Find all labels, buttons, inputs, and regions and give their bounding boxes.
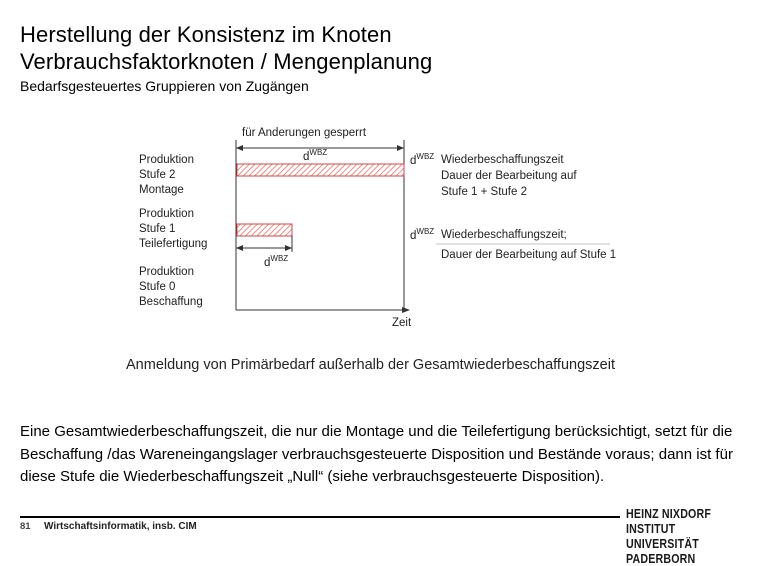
- body-paragraph: Eine Gesamtwiederbeschaffungszeit, die nur die Montage und die Teilefertigung berücksichtigt, setzt für die Beschaffung /das Wareneingangslager verbrauchsgesteuerte Disposition und Bestände voraus; dann ist für diese Stufe die Wiederbeschaffungszeit „Null“ (siehe verbrauchsgesteuerte Disposition).: [20, 423, 733, 485]
- d-wbz-low: $d^{WBZ}$: [264, 254, 289, 269]
- slide-subtitle: Bedarfsgesteuertes Gruppieren von Zugängen: [20, 78, 309, 94]
- svg-text:Stufe 1: Stufe 1: [139, 223, 176, 235]
- lower-arrow-left-head: [236, 245, 243, 251]
- logo-line1: HEINZ NIXDORF INSTITUT: [626, 506, 712, 536]
- svg-text:Dauer der Bearbeitung auf: Dauer der Bearbeitung auf: [441, 170, 577, 182]
- logo-line2: UNIVERSITÄT PADERBORN: [626, 536, 699, 566]
- page-number: 81: [20, 521, 31, 532]
- bar-stufe-1: [237, 224, 292, 236]
- row-label-stufe-0: [139, 266, 203, 308]
- diagram-caption: Anmeldung von Primärbedarf außerhalb der Gesamtwiederbeschaffungszeit: [126, 357, 615, 373]
- d-wbz-main: $d^{WBZ}$: [303, 148, 328, 163]
- row-label-stufe-1: [139, 208, 207, 250]
- svg-text:Teilefertigung: Teilefertigung: [139, 238, 208, 250]
- slide-title-line1: Herstellung der Konsistenz im Knoten: [20, 22, 392, 47]
- svg-text:Stufe 0: Stufe 0: [139, 281, 176, 293]
- d-wbz-top-right: $d^{WBZ}$: [410, 152, 435, 167]
- slide-title-line2: Verbrauchsfaktorknoten / Mengenplanung: [20, 49, 433, 74]
- note-top: [441, 154, 577, 198]
- locked-period-arrow-left-head: [236, 145, 243, 151]
- time-axis-label: Zeit: [392, 317, 412, 329]
- note-mid: [441, 229, 616, 261]
- institute-logo: [626, 506, 741, 566]
- svg-text:Stufe 1 + Stufe 2: Stufe 1 + Stufe 2: [441, 186, 527, 198]
- svg-text:Produktion: Produktion: [139, 208, 194, 220]
- locked-period-arrow-right-head: [397, 145, 404, 151]
- lower-arrow-right-head: [285, 245, 292, 251]
- footer-label: Wirtschaftsinformatik, insb. CIM: [44, 521, 197, 532]
- locked-period-label: für Anderungen gesperrt: [242, 127, 367, 139]
- d-wbz-mid: $d^{WBZ}$: [410, 227, 435, 242]
- svg-text:Dauer der Bearbeitung auf Stuf: Dauer der Bearbeitung auf Stufe 1: [441, 249, 617, 261]
- row-label-stufe-2: [139, 154, 194, 196]
- svg-text:Beschaffung: Beschaffung: [139, 296, 203, 308]
- time-axis-head: [402, 307, 410, 313]
- svg-text:Produktion: Produktion: [139, 266, 194, 278]
- svg-text:Stufe 2: Stufe 2: [139, 169, 176, 181]
- footer-divider: [20, 516, 620, 518]
- svg-text:Wiederbeschaffungszeit;: Wiederbeschaffungszeit;: [441, 229, 567, 241]
- svg-text:Wiederbeschaffungszeit: Wiederbeschaffungszeit: [441, 154, 564, 166]
- svg-text:Montage: Montage: [139, 184, 184, 196]
- svg-text:Produktion: Produktion: [139, 154, 194, 166]
- bar-stufe-2: [237, 164, 404, 176]
